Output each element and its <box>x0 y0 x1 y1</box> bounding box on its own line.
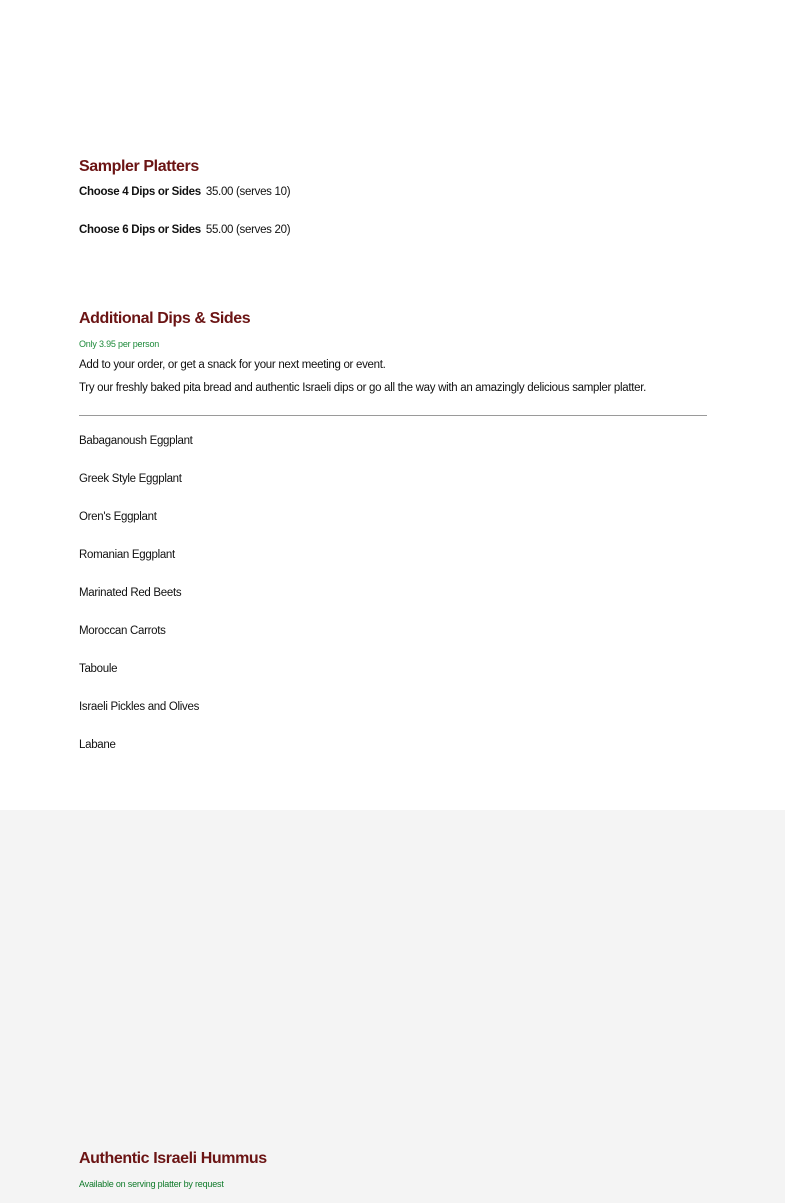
list-item: Labane <box>79 739 116 751</box>
list-item: Taboule <box>79 663 118 675</box>
sampler-row-label: Choose 4 Dips or Sides <box>79 186 201 198</box>
price-note: Only 3.95 per person <box>79 339 160 349</box>
description-line-2: Try our freshly baked pita bread and authentic Israeli dips or go all the way with an amazingly delicious sampler platter. <box>79 382 647 394</box>
list-item: Oren's Eggplant <box>79 511 157 523</box>
list-item: Babaganoush Eggplant <box>79 435 193 447</box>
list-item: Moroccan Carrots <box>79 625 166 637</box>
hummus-note: Available on serving platter by request <box>79 1179 224 1189</box>
list-item: Greek Style Eggplant <box>79 473 182 485</box>
sampler-row-4 <box>79 186 290 198</box>
sampler-platters-heading: Sampler Platters <box>79 158 199 175</box>
menu-section-hummus <box>0 810 785 1203</box>
list-item: Romanian Eggplant <box>79 549 175 561</box>
sampler-row-label: Choose 6 Dips or Sides <box>79 224 201 236</box>
list-item: Israeli Pickles and Olives <box>79 701 200 713</box>
description-line-1: Add to your order, or get a snack for your next meeting or event. <box>79 359 386 371</box>
additional-dips-heading: Additional Dips & Sides <box>79 310 251 327</box>
hummus-heading: Authentic Israeli Hummus <box>79 1150 267 1167</box>
sampler-row-price: 35.00 (serves 10) <box>205 186 291 198</box>
list-item: Marinated Red Beets <box>79 587 182 599</box>
divider <box>79 415 707 416</box>
sampler-row-6 <box>79 224 290 236</box>
sampler-row-price: 55.00 (serves 20) <box>205 224 291 236</box>
